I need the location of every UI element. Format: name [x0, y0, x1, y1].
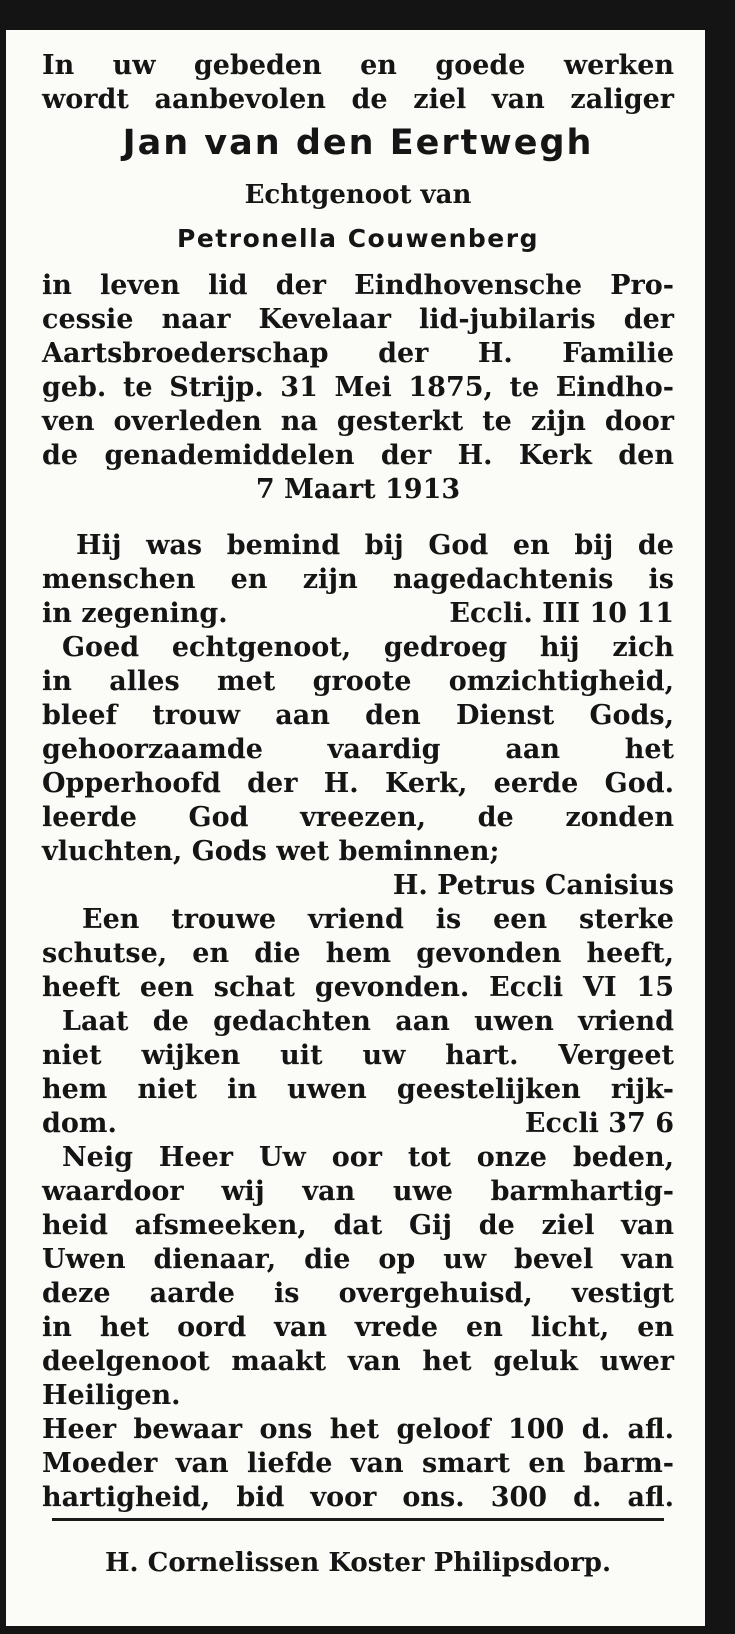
biography-line: de genademiddelen der H. Kerk den: [42, 440, 674, 471]
text-line: menschen en zijn nagedachtenis is: [42, 564, 674, 595]
text-line: Uwen dienaar, die op uw bevel van: [42, 1244, 674, 1275]
text-line: Goed echtgenoot, gedroeg hij zich: [62, 632, 674, 663]
intro-line: wordt aanbevolen de ziel van zaliger: [42, 84, 674, 115]
text-line: in zegening.: [42, 598, 228, 629]
text-line: heid afsmeeken, dat Gij de ziel van: [42, 1210, 674, 1241]
spouse-name: Petronella Couwenberg: [177, 224, 539, 253]
scan-border-right: [705, 0, 735, 1634]
indulgence-line: hartigheid, bid voor ons. 300 d. afl.: [42, 1482, 674, 1513]
text-line: bleef trouw aan den Dienst Gods,: [42, 700, 674, 731]
text-line: leerde God vreezen, de zonden: [42, 802, 674, 833]
text-line: waardoor wij van uwe barmhartig-: [42, 1176, 674, 1207]
spouse-label: Echtgenoot van: [244, 180, 472, 210]
text-line: hem niet in uwen geestelijken rijk-: [42, 1074, 674, 1105]
text-line: Laat de gedachten aan uwen vriend: [62, 1006, 674, 1037]
citation: Eccli. III 10 11: [449, 598, 674, 629]
text-line: Opperhoofd der H. Kerk, eerde God.: [42, 768, 674, 799]
citation: Eccli 37 6: [524, 1108, 674, 1139]
text-line: deelgenoot maakt van het geluk uwer: [42, 1346, 674, 1377]
biography-line: Aartsbroederschap der H. Familie: [42, 338, 674, 369]
text-line: schutse, en die hem gevonden heeft,: [42, 938, 674, 969]
biography-line: ven overleden na gesterkt te zijn door: [42, 406, 674, 437]
citation: H. Petrus Canisius: [392, 870, 674, 901]
indulgence-line: Moeder van liefde van smart en barm-: [42, 1448, 674, 1479]
text-line: heeft een schat gevonden. Eccli VI 15: [42, 972, 674, 1003]
text-line: Neig Heer Uw oor tot onze beden,: [62, 1142, 674, 1173]
text-line: Een trouwe vriend is een sterke: [82, 904, 674, 935]
text-line: Heiligen.: [42, 1380, 181, 1411]
text-line: niet wijken uit uw hart. Vergeet: [42, 1040, 674, 1071]
biography-line: geb. te Strijp. 31 Mei 1875, te Eindho-: [42, 372, 674, 403]
divider-rule: [52, 1518, 664, 1521]
text-line: in alles met groote omzichtigheid,: [42, 666, 674, 697]
deceased-name: Jan van den Eertwegh: [122, 123, 594, 163]
death-date: 7 Maart 1913: [255, 474, 461, 505]
intro-line: In uw gebeden en goede werken: [42, 50, 674, 81]
printer-credit: H. Cornelissen Koster Philipsdorp.: [104, 1548, 612, 1578]
text-line: Hij was bemind bij God en bij de: [76, 530, 674, 561]
scan-border-bottom: [0, 1626, 735, 1634]
indulgence-line: Heer bewaar ons het geloof 100 d. afl.: [42, 1414, 674, 1445]
biography-line: cessie naar Kevelaar lid-jubilaris der: [42, 304, 674, 335]
text-line: in het oord van vrede en licht, en: [42, 1312, 674, 1343]
scan-border-top: [0, 0, 735, 30]
text-line: vluchten, Gods wet beminnen;: [42, 836, 500, 867]
text-line: gehoorzaamde vaardig aan het: [42, 734, 674, 765]
biography-line: in leven lid der Eindhovensche Pro-: [42, 270, 674, 301]
memorial-card: [6, 30, 705, 1626]
text-line: deze aarde is overgehuisd, vestigt: [42, 1278, 674, 1309]
text-line: dom.: [42, 1108, 117, 1139]
